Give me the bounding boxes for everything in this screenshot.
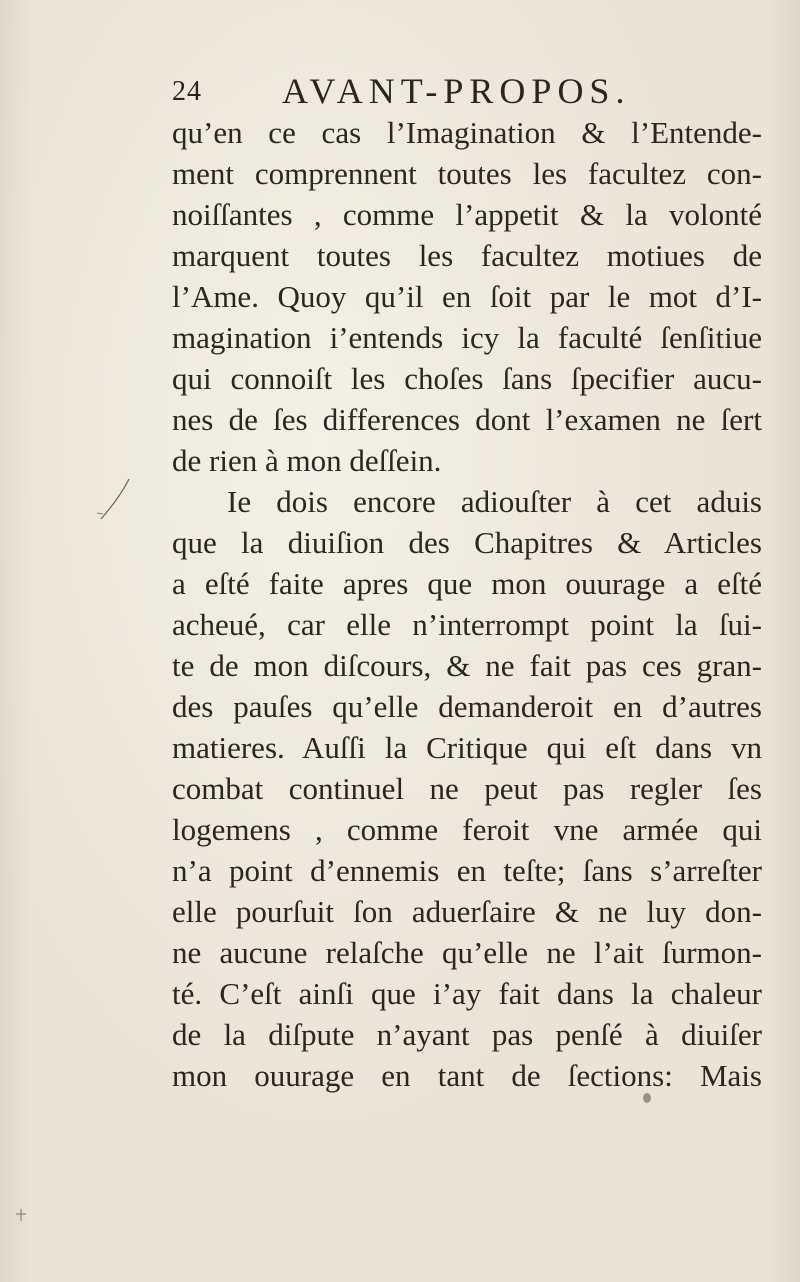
text-line: matieres. Auſſi la Critique qui eſt dans vn [172, 730, 762, 765]
running-head: AVANT-PROPOS. [282, 71, 631, 111]
text-line: té. C’eſt ainſi que i’ay fait dans la chaleur [172, 976, 762, 1011]
text-line: n’a point d’ennemis en teſte; ſans s’arreſter [172, 853, 762, 888]
text-line: a eſté faite apres que mon ouurage a eſté [172, 566, 762, 601]
page-number: 24 [172, 76, 202, 107]
text-line: logemens , comme feroit vne armée qui [172, 812, 762, 847]
text-line: qu’en ce cas l’Imagination & l’Entende- [172, 115, 762, 150]
text-line: de rien à mon deſſein. [172, 443, 442, 478]
body-text [172, 112, 762, 1096]
text-line: de la diſpute n’ayant pas penſé à diuiſer [172, 1017, 762, 1052]
text-line: des pauſes qu’elle demanderoit en d’autres [172, 689, 762, 724]
page-header [172, 70, 672, 110]
text-line: noiſſantes , comme l’appetit & la volonté [172, 197, 762, 232]
text-line: magination i’entends icy la faculté ſenſitiue [172, 320, 762, 355]
margin-mark [14, 1208, 28, 1222]
paragraph-start-line: Ie dois encore adiouſter à cet aduis [227, 484, 762, 519]
text-line: mon ouurage en tant de ſections: Mais [172, 1058, 762, 1093]
text-line: ment comprennent toutes les facultez con- [172, 156, 762, 191]
text-line: te de mon diſcours, & ne fait pas ces gran- [172, 648, 762, 683]
text-line: qui connoiſt les choſes ſans ſpecifier aucu- [172, 361, 762, 396]
text-line: ne aucune relaſche qu’elle ne l’ait ſurmon- [172, 935, 762, 970]
text-line: acheué, car elle n’interrompt point la ſui- [172, 607, 762, 642]
ink-spot [643, 1093, 651, 1103]
text-line: l’Ame. Quoy qu’il en ſoit par le mot d’I- [172, 279, 762, 314]
text-line: elle pourſuit ſon aduerſaire & ne luy don- [172, 894, 762, 929]
text-line: marquent toutes les facultez motiues de [172, 238, 762, 273]
text-line: que la diuiſion des Chapitres & Articles [172, 525, 762, 560]
text-line: combat continuel ne peut pas regler ſes [172, 771, 762, 806]
text-line: nes de ſes differences dont l’examen ne ſert [172, 402, 762, 437]
pencil-mark [95, 475, 135, 525]
